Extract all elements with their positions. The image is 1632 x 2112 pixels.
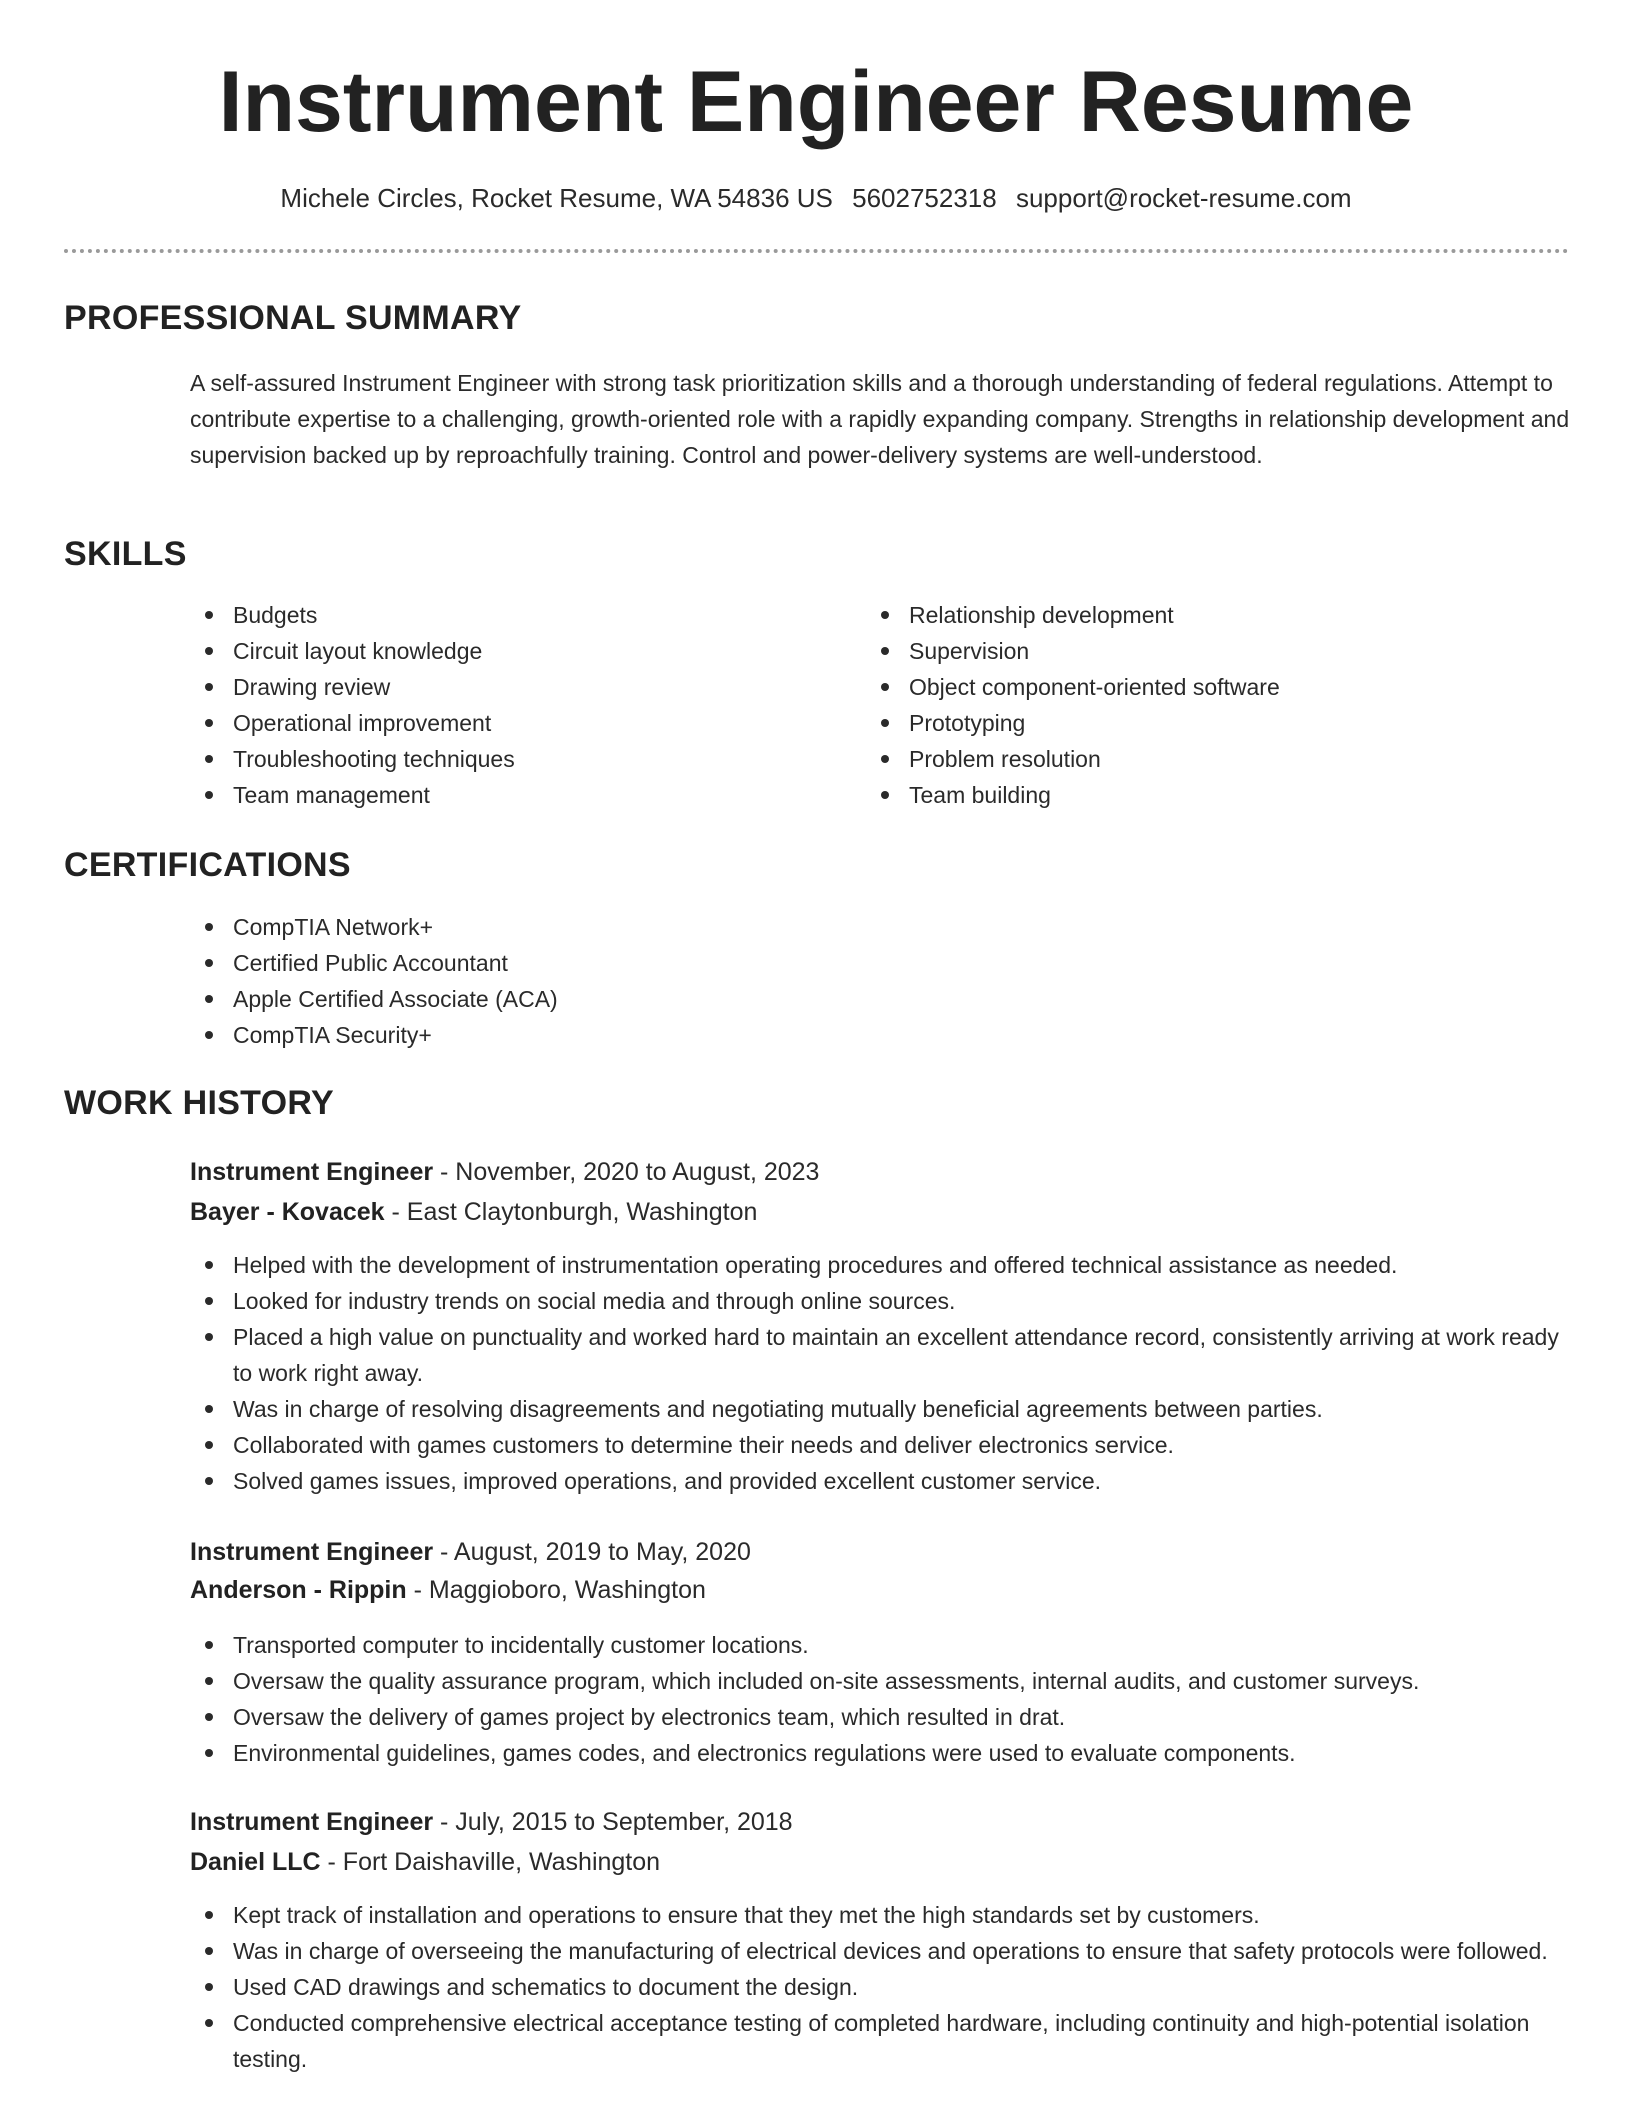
contact-address: Michele Circles, Rocket Resume, WA 54836 US	[280, 183, 833, 213]
job-title: Instrument Engineer	[190, 1538, 434, 1566]
job-title-line	[190, 1153, 819, 1191]
skill-item: Object component-oriented software	[866, 669, 1566, 705]
skill-item: Drawing review	[190, 669, 830, 705]
job-title-line	[190, 1803, 793, 1841]
section-heading-certifications: CERTIFICATIONS	[64, 846, 351, 884]
job-title: Instrument Engineer	[190, 1808, 434, 1836]
skill-item: Budgets	[190, 597, 830, 633]
certification-item: CompTIA Security+	[190, 1017, 1570, 1053]
job-dates: - July, 2015 to September, 2018	[433, 1808, 793, 1836]
job-bullet: Used CAD drawings and schematics to document the design.	[190, 1969, 1575, 2005]
skill-item: Operational improvement	[190, 705, 830, 741]
job-bullet: Solved games issues, improved operations, and provided excellent customer service.	[190, 1463, 1575, 1499]
job-company-line	[190, 1843, 660, 1881]
section-heading-work-history: WORK HISTORY	[64, 1084, 334, 1122]
job-bullet: Conducted comprehensive electrical acceptance testing of completed hardware, including continuity and high-potential isolation testing.	[190, 2005, 1575, 2077]
skill-item: Team building	[866, 777, 1566, 813]
job-dates: - November, 2020 to August, 2023	[433, 1158, 820, 1186]
certifications-list	[190, 909, 1570, 1053]
skills-list-left	[190, 597, 830, 813]
job-bullet: Transported computer to incidentally customer locations.	[190, 1627, 1575, 1663]
job-bullet: Looked for industry trends on social media and through online sources.	[190, 1283, 1575, 1319]
resume-title: Instrument Engineer Resume	[218, 54, 1414, 150]
job-company: Daniel LLC	[190, 1848, 321, 1876]
header-divider	[64, 249, 1569, 253]
skill-item: Prototyping	[866, 705, 1566, 741]
section-heading-skills: SKILLS	[64, 535, 187, 573]
job-bullet: Collaborated with games customers to determine their needs and deliver electronics service.	[190, 1427, 1575, 1463]
skill-item: Circuit layout knowledge	[190, 633, 830, 669]
skill-item: Team management	[190, 777, 830, 813]
job-bullets	[190, 1247, 1575, 1499]
skill-item: Supervision	[866, 633, 1566, 669]
job-bullet: Was in charge of resolving disagreements and negotiating mutually beneficial agreements between parties.	[190, 1391, 1575, 1427]
section-heading-summary: PROFESSIONAL SUMMARY	[64, 299, 522, 337]
job-bullet: Oversaw the quality assurance program, which included on-site assessments, internal audits, and customer surveys.	[190, 1663, 1575, 1699]
job-bullet: Oversaw the delivery of games project by electronics team, which resulted in drat.	[190, 1699, 1575, 1735]
contact-email: support@rocket-resume.com	[1015, 183, 1352, 213]
skill-item: Problem resolution	[866, 741, 1566, 777]
job-title-line	[190, 1533, 751, 1571]
job-company-line	[190, 1571, 706, 1609]
job-title: Instrument Engineer	[190, 1158, 434, 1186]
job-company: Bayer - Kovacek	[190, 1198, 385, 1226]
job-bullet: Was in charge of overseeing the manufacturing of electrical devices and operations to ensure that safety protocols were followed.	[190, 1933, 1575, 1969]
job-location: - Fort Daishaville, Washington	[320, 1848, 661, 1876]
job-dates: - August, 2019 to May, 2020	[433, 1538, 751, 1566]
certification-item: Certified Public Accountant	[190, 945, 1570, 981]
job-bullet: Kept track of installation and operations to ensure that they met the high standards set by customers.	[190, 1897, 1575, 1933]
job-bullet: Helped with the development of instrumentation operating procedures and offered technical assistance as needed.	[190, 1247, 1575, 1283]
job-bullet: Environmental guidelines, games codes, and electronics regulations were used to evaluate components.	[190, 1735, 1575, 1771]
contact-line	[0, 180, 1632, 216]
job-location: - East Claytonburgh, Washington	[384, 1198, 758, 1226]
job-location: - Maggioboro, Washington	[406, 1576, 706, 1604]
contact-phone: 5602752318	[852, 183, 997, 213]
skill-item: Troubleshooting techniques	[190, 741, 830, 777]
certification-item: Apple Certified Associate (ACA)	[190, 981, 1570, 1017]
job-bullets	[190, 1897, 1575, 2077]
skills-list-right	[866, 597, 1566, 813]
summary-text: A self-assured Instrument Engineer with strong task prioritization skills and a thorough understanding of federal regulations. Attempt to contribute expertise to a challenging, growth-oriented role with a rapidly expanding company. Strengths in relationship development and supervision backed up by reproachfully training. Control and power-delivery systems are well-understood.	[190, 370, 1570, 468]
job-bullet: Placed a high value on punctuality and worked hard to maintain an excellent attendance record, consistently arriving at work ready to work right away.	[190, 1319, 1575, 1391]
job-company: Anderson - Rippin	[190, 1576, 407, 1604]
job-bullets	[190, 1627, 1575, 1771]
job-company-line	[190, 1193, 757, 1231]
skill-item: Relationship development	[866, 597, 1566, 633]
certification-item: CompTIA Network+	[190, 909, 1570, 945]
